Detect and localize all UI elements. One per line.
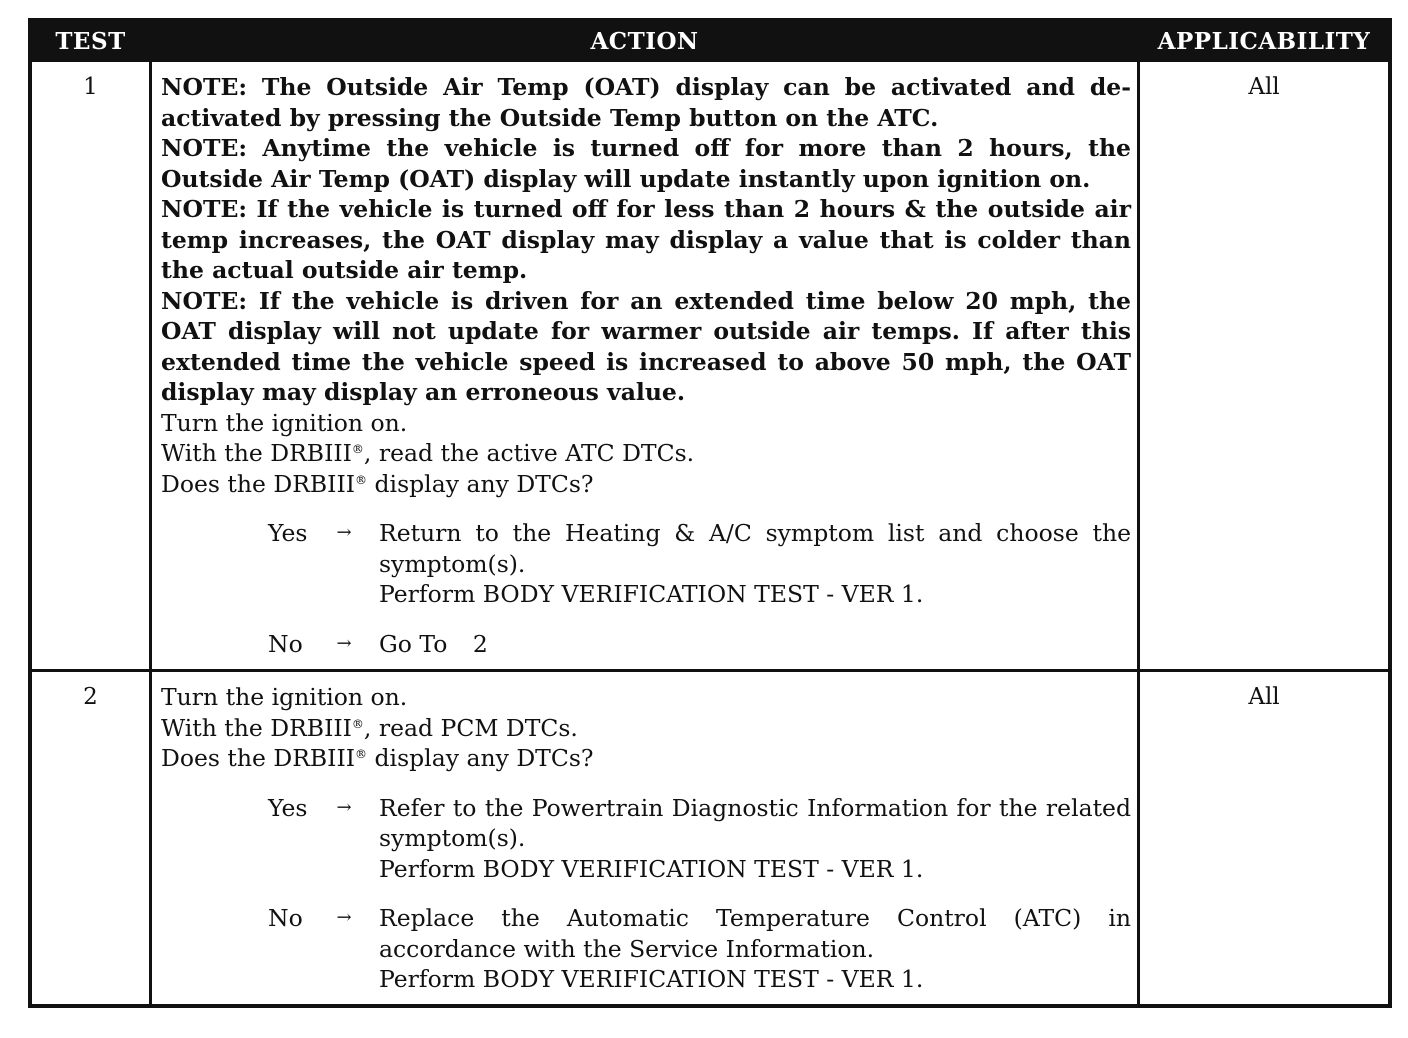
note-text: NOTE: Anytime the vehicle is turned off for more than 2 hours, the Outside Air Temp (OAT) display will update instantly upon ignition on. bbox=[161, 134, 1131, 193]
yes-label: Yes bbox=[268, 793, 308, 822]
column-divider bbox=[1137, 62, 1140, 1004]
goto-text: Go To bbox=[379, 629, 448, 658]
right-arrow-icon: → bbox=[336, 907, 352, 928]
action-cell bbox=[161, 72, 1131, 659]
note-text: NOTE: If the vehicle is turned off for less than 2 hours & the outside air temp increases, the OAT display may display a value that is colder than the actual outside air temp. bbox=[161, 195, 1131, 284]
applicability-value: All bbox=[1248, 684, 1280, 710]
note-text: NOTE: The Outside Air Temp (OAT) display can be activated and de-activated by pressing the Outside Temp button on the ATC. bbox=[161, 73, 1131, 132]
header-action: ACTION bbox=[590, 28, 699, 55]
goto-test-number: 2 bbox=[472, 629, 488, 658]
no-action-text: Replace the Automatic Temperature Control (ATC) in accordance with the Service Information. bbox=[379, 904, 1131, 963]
no-label: No bbox=[268, 629, 303, 658]
yes-action-text: Refer to the Powertrain Diagnostic Information for the related symptom(s). bbox=[379, 793, 1131, 852]
applicability-value: All bbox=[1248, 74, 1280, 100]
right-arrow-icon: → bbox=[336, 522, 352, 543]
right-arrow-icon: → bbox=[336, 796, 352, 818]
no-label: No bbox=[268, 904, 303, 932]
header-test: TEST bbox=[55, 28, 126, 55]
table-header bbox=[32, 22, 1388, 62]
verification-text: Perform BODY VERIFICATION TEST - VER 1. bbox=[379, 580, 924, 608]
test-number: 2 bbox=[83, 684, 98, 710]
yes-branch bbox=[161, 518, 1131, 610]
no-branch bbox=[161, 903, 1131, 995]
action-cell bbox=[161, 682, 1131, 995]
right-arrow-icon: → bbox=[336, 632, 352, 654]
step-text: Turn the ignition on. bbox=[161, 683, 408, 711]
verification-text: Perform BODY VERIFICATION TEST - VER 1. bbox=[379, 965, 924, 993]
verification-text: Perform BODY VERIFICATION TEST - VER 1. bbox=[379, 854, 924, 883]
question-text: Does the DRBIII® display any DTCs? bbox=[161, 744, 594, 772]
question-text: Does the DRBIII® display any DTCs? bbox=[161, 469, 594, 498]
step-text: Turn the ignition on. bbox=[161, 408, 408, 437]
registered-mark: ® bbox=[351, 716, 364, 731]
row-divider bbox=[32, 669, 1388, 672]
yes-label: Yes bbox=[268, 519, 308, 547]
step-text: With the DRBIII®, read PCM DTCs. bbox=[161, 713, 578, 742]
header-applicability: APPLICABILITY bbox=[1157, 28, 1371, 55]
yes-action-text: Return to the Heating & A/C symptom list and choose the symptom(s). bbox=[379, 519, 1131, 578]
column-divider bbox=[149, 62, 152, 1004]
registered-mark: ® bbox=[355, 472, 368, 487]
registered-mark: ® bbox=[351, 442, 364, 456]
yes-branch bbox=[161, 793, 1131, 885]
step-text: With the DRBIII®, read the active ATC DTCs. bbox=[161, 439, 695, 467]
note-text: NOTE: If the vehicle is driven for an extended time below 20 mph, the OAT display will not update for warmer outside air temps. If after this extended time the vehicle speed is increased to above 50 mph, the OAT display may display an erroneous value. bbox=[161, 286, 1131, 406]
registered-mark: ® bbox=[355, 747, 368, 761]
diagnostic-table bbox=[28, 18, 1392, 1008]
no-branch bbox=[161, 629, 1131, 660]
test-number: 1 bbox=[83, 74, 98, 100]
